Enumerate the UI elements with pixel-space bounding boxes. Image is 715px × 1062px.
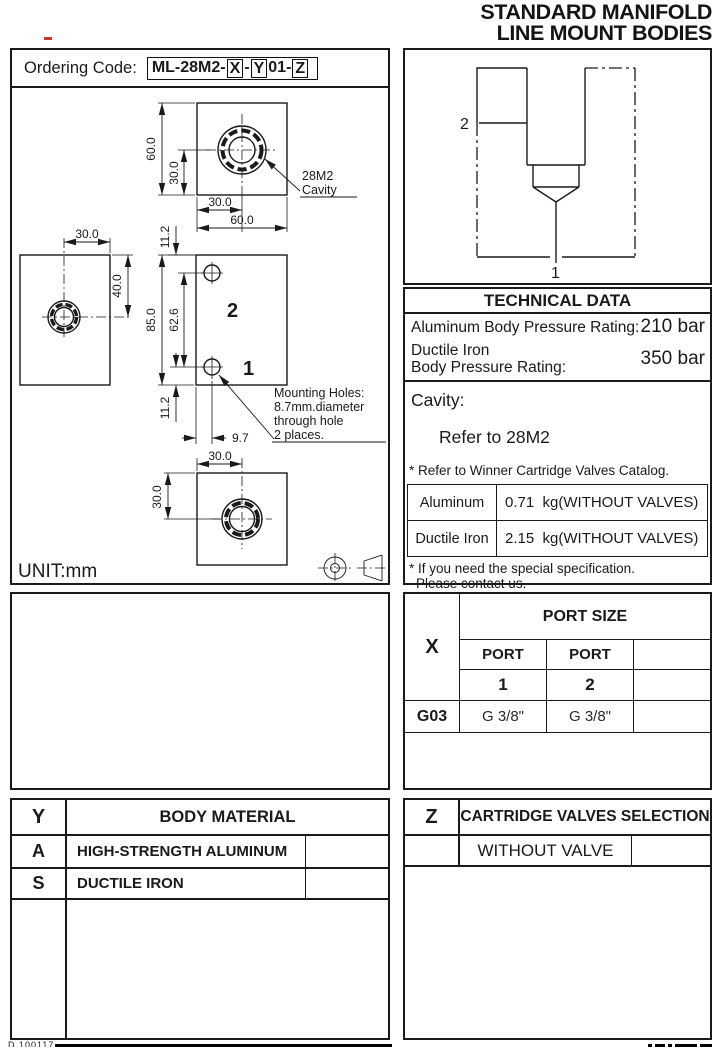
cavity-callout-line2: Cavity xyxy=(302,183,337,197)
cartridge-title: CARTRIDGE VALVES SELECTION xyxy=(460,800,710,836)
body-material-label-s: DUCTILE IRON xyxy=(67,869,305,900)
body-material-empty-keycol xyxy=(12,900,67,1038)
code-middle: 01- xyxy=(268,59,292,76)
code-x-box: X xyxy=(227,59,244,78)
port-row-port2-value: G 3/8" xyxy=(547,700,634,733)
dim-front-bottom-offset: 11.2 xyxy=(158,396,172,420)
front-view xyxy=(196,255,287,385)
page-title-line1: STANDARD MANIFOLD xyxy=(480,0,712,24)
weight-table xyxy=(407,484,708,557)
mounting-note-line4: 2 places. xyxy=(274,428,325,442)
special-note-line1: * If you need the special specification. xyxy=(409,561,635,576)
port2-number: 2 xyxy=(547,670,634,700)
page-title-line2: LINE MOUNT BODIES xyxy=(496,21,712,45)
divider xyxy=(405,380,710,382)
port1-header: PORT xyxy=(460,640,547,670)
red-mark xyxy=(44,37,52,40)
dim-hole-offset-x: 9.7 xyxy=(232,431,249,445)
port-blank-number xyxy=(634,670,710,700)
pressure-row-aluminum xyxy=(405,314,710,338)
port-row-port1-value: G 3/8" xyxy=(460,700,547,733)
cartridge-blank-keycol xyxy=(405,836,460,867)
dimension-drawing xyxy=(12,88,388,583)
dim-side-center-x: 30.0 xyxy=(75,227,99,241)
weight-material-ductile: Ductile Iron xyxy=(408,521,497,556)
mounting-note-line1: Mounting Holes: xyxy=(274,386,365,400)
cavity-value: Refer to 28M2 xyxy=(439,427,550,447)
body-material-code-a: A xyxy=(12,836,67,869)
ordering-code-bar xyxy=(10,48,390,88)
mounting-note-line2: 8.7mm.diameter xyxy=(274,400,365,414)
catalog-note: * Refer to Winner Cartridge Valves Catalog. xyxy=(409,463,670,478)
weight-material-aluminum: Aluminum xyxy=(408,485,497,520)
ductile-pressure-label-line1: Ductile Iron xyxy=(411,342,490,359)
cartridge-row-blank xyxy=(632,836,710,867)
top-view xyxy=(197,103,287,195)
port-row-blank xyxy=(634,700,710,733)
cavity-callout-line1: 28M2 xyxy=(302,169,334,183)
weight-row-ductile xyxy=(408,520,707,556)
dim-bottom-center-y: 30.0 xyxy=(150,485,164,509)
mounting-note-line3: through hole xyxy=(274,414,344,428)
code-z-box: Z xyxy=(292,59,308,78)
dim-top-height: 60.0 xyxy=(144,137,158,161)
pressure-row-ductile xyxy=(405,340,710,376)
dim-hole-spacing: 62.6 xyxy=(167,308,181,332)
port-row-code: G03 xyxy=(405,700,460,733)
cavity-schematic-panel xyxy=(403,48,712,285)
special-note-line2: Please contact us. xyxy=(416,576,527,591)
port-blank-header xyxy=(634,640,710,670)
weight-row-aluminum xyxy=(408,485,707,520)
dim-side-center-y: 40.0 xyxy=(110,274,124,298)
port1-number: 1 xyxy=(460,670,547,700)
front-port2-label: 2 xyxy=(227,300,239,322)
dim-top-width: 60.0 xyxy=(230,213,254,227)
body-material-table xyxy=(10,798,390,1040)
cavity-schematic xyxy=(405,50,710,283)
unit-label: UNIT:mm xyxy=(18,561,98,582)
code-y-box: Y xyxy=(251,59,268,78)
cartridge-row-label: WITHOUT VALVE xyxy=(460,836,632,867)
page-title xyxy=(480,2,712,44)
schematic-port1-label: 1 xyxy=(551,265,560,282)
code-prefix: ML-28M2- xyxy=(151,59,226,76)
aluminum-pressure-value: 210 bar xyxy=(640,316,705,337)
technical-data-panel xyxy=(403,287,712,591)
body-material-key: Y xyxy=(12,800,67,836)
port-size-key: X xyxy=(405,594,460,700)
cavity-label: Cavity: xyxy=(411,390,465,410)
code-dash: - xyxy=(244,59,250,76)
port-size-title: PORT SIZE xyxy=(460,594,710,640)
projection-symbol xyxy=(318,553,388,582)
side-view xyxy=(20,238,132,385)
dim-front-top-offset: 11.2 xyxy=(158,225,172,249)
cartridge-valves-table xyxy=(403,798,712,1040)
body-material-title: BODY MATERIAL xyxy=(67,800,388,836)
body-material-blank-s xyxy=(305,869,388,900)
body-material-label-a: HIGH-STRENGTH ALUMINUM xyxy=(67,836,305,869)
dim-bottom-center-x: 30.0 xyxy=(208,449,232,463)
dim-front-height: 85.0 xyxy=(144,308,158,332)
weight-value-ductile: 2.15 kg(WITHOUT VALVES) xyxy=(505,530,699,547)
weight-value-aluminum: 0.71 kg(WITHOUT VALVES) xyxy=(505,494,699,511)
port-size-table xyxy=(403,592,712,790)
dim-top-center-x: 30.0 xyxy=(208,195,232,209)
front-port1-label: 1 xyxy=(243,358,255,380)
ductile-pressure-label-line2: Body Pressure Rating: xyxy=(411,359,567,376)
dimension-drawing-panel xyxy=(10,86,390,585)
cartridge-key: Z xyxy=(405,800,460,836)
aluminum-pressure-label: Aluminum Body Pressure Rating: xyxy=(411,318,640,336)
ductile-pressure-value: 350 bar xyxy=(640,348,705,369)
body-material-blank-a xyxy=(305,836,388,869)
ordering-code-label: Ordering Code: xyxy=(24,58,137,77)
technical-data-title: TECHNICAL DATA xyxy=(405,289,710,314)
footer-left-text: D 100117 xyxy=(8,1040,55,1047)
port2-header: PORT xyxy=(547,640,634,670)
body-material-code-s: S xyxy=(12,869,67,900)
empty-panel xyxy=(10,592,390,790)
dim-top-center-y: 30.0 xyxy=(167,161,181,185)
schematic-port2-label: 2 xyxy=(460,116,469,133)
bottom-view xyxy=(197,458,287,565)
ordering-code-value xyxy=(147,57,318,80)
